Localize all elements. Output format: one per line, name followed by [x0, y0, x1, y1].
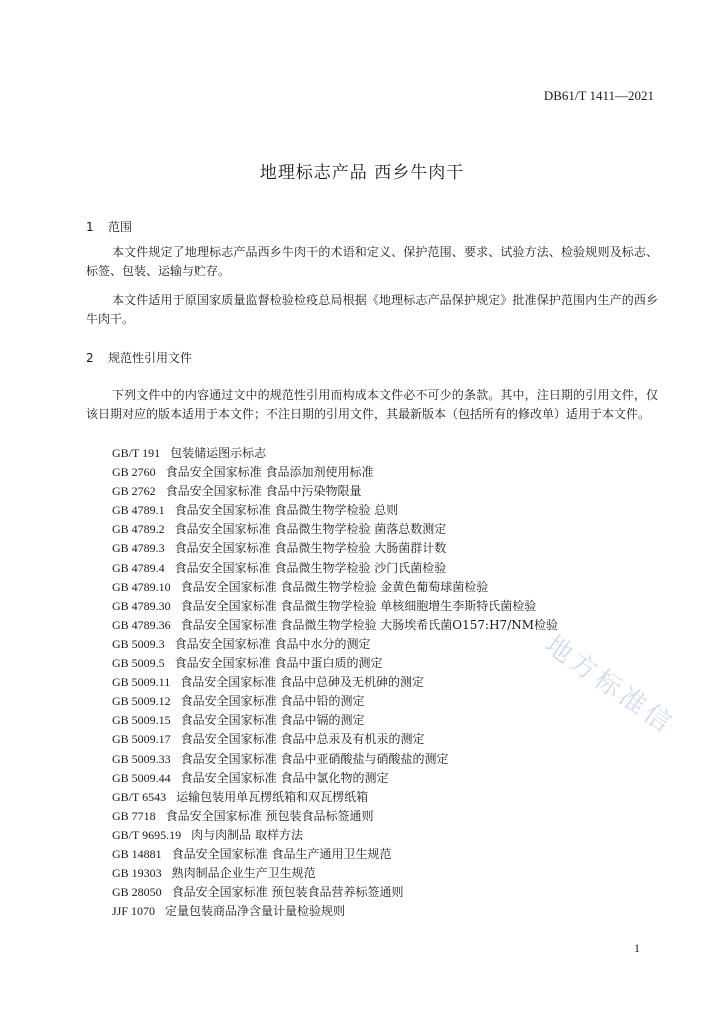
reference-item — [112, 750, 558, 769]
reference-title: 食品安全国家标准 食品微生物学检验 总则 — [174, 503, 399, 518]
reference-item — [112, 673, 558, 692]
reference-item — [112, 883, 558, 902]
reference-code: GB 2762 — [112, 484, 156, 499]
reference-item — [112, 501, 558, 520]
reference-title: 熟肉制品企业生产卫生规范 — [171, 866, 316, 881]
reference-item — [112, 730, 558, 749]
reference-item — [112, 902, 558, 921]
reference-title: 食品安全国家标准 预包装食品标签通则 — [165, 808, 374, 823]
reference-code: GB 28050 — [112, 885, 162, 900]
reference-code: GB 5009.33 — [112, 751, 171, 766]
reference-item — [112, 597, 558, 616]
reference-title: 食品安全国家标准 食品中水分的测定 — [174, 636, 371, 651]
reference-code: JJF 1070 — [112, 904, 156, 919]
section-number: 2 — [86, 351, 94, 365]
reference-code: GB 4789.2 — [112, 522, 165, 537]
reference-item — [112, 578, 558, 597]
reference-item — [112, 616, 558, 635]
reference-title: 食品安全国家标准 食品微生物学检验 单核细胞增生李斯特氏菌检验 — [180, 598, 537, 613]
reference-item — [112, 463, 558, 482]
reference-item — [112, 807, 558, 826]
reference-title: 食品安全国家标准 食品中镉的测定 — [180, 713, 365, 728]
reference-title: 食品安全国家标准 食品中污染物限量 — [165, 484, 362, 499]
reference-title: 包装储运图示标志 — [170, 446, 267, 460]
reference-item — [112, 444, 558, 463]
reference-title: 食品安全国家标准 食品生产通用卫生规范 — [171, 846, 392, 861]
reference-code: GB 2760 — [112, 465, 156, 480]
reference-title: 食品安全国家标准 食品微生物学检验 大肠埃希氏菌O157:H7/NM检验 — [180, 617, 559, 632]
reference-title: 食品安全国家标准 食品中总汞及有机汞的测定 — [180, 732, 425, 747]
reference-item — [112, 559, 558, 578]
reference-code: GB/T 191 — [112, 446, 161, 460]
reference-list — [112, 444, 558, 921]
reference-code: GB 5009.44 — [112, 770, 171, 785]
reference-code: GB 5009.12 — [112, 694, 171, 709]
reference-code: GB/T 6543 — [112, 789, 167, 804]
reference-code: GB 4789.3 — [112, 541, 165, 556]
reference-item — [112, 826, 558, 845]
document-code: DB61/T 1411—2021 — [543, 88, 654, 103]
reference-code: GB 7718 — [112, 808, 156, 823]
reference-code: GB 5009.3 — [112, 636, 165, 651]
section-heading-normative-references — [86, 349, 192, 366]
reference-title: 食品安全国家标准 食品中总砷及无机砷的测定 — [180, 675, 425, 690]
reference-code: GB 4789.36 — [112, 617, 171, 632]
reference-code: GB 5009.11 — [112, 675, 171, 690]
reference-code: GB 5009.5 — [112, 656, 165, 671]
reference-code: GB 4789.30 — [112, 598, 171, 613]
reference-title: 食品安全国家标准 食品中亚硝酸盐与硝酸盐的测定 — [180, 751, 449, 766]
section-heading-scope — [86, 218, 132, 235]
reference-title: 运输包装用单瓦楞纸箱和双瓦楞纸箱 — [176, 789, 369, 804]
reference-title: 定量包装商品净含量计量检验规则 — [165, 904, 346, 919]
reference-title: 食品安全国家标准 食品微生物学检验 菌落总数测定 — [174, 522, 447, 537]
reference-item — [112, 711, 558, 730]
references-intro-paragraph: 下列文件中的内容通过文中的规范性引用而构成本文件必不可少的条款。其中，注日期的引用文件，仅该日期对应的版本适用于本文件；不注日期的引用文件，其最新版本（包括所有的修改单）适用于本文件。 — [86, 388, 658, 421]
reference-item — [112, 769, 558, 788]
reference-title: 食品安全国家标准 食品添加剂使用标准 — [165, 465, 374, 480]
reference-item — [112, 692, 558, 711]
watermark: 地方标准信 — [539, 629, 680, 741]
reference-code: GB/T 9695.19 — [112, 827, 182, 842]
reference-title: 食品安全国家标准 预包装食品营养标签通则 — [171, 885, 404, 900]
reference-code: GB 5009.17 — [112, 732, 171, 747]
reference-code: GB 4789.4 — [112, 560, 165, 575]
reference-title: 肉与肉制品 取样方法 — [191, 827, 303, 842]
section-title: 规范性引用文件 — [108, 351, 193, 365]
reference-code: GB 5009.15 — [112, 713, 171, 728]
reference-item — [112, 539, 558, 558]
page-number: 1 — [634, 941, 640, 955]
reference-item — [112, 864, 558, 883]
reference-code: GB 4789.1 — [112, 503, 165, 518]
reference-code: GB 14881 — [112, 846, 162, 861]
reference-title: 食品安全国家标准 食品微生物学检验 金黄色葡萄球菌检验 — [180, 579, 489, 594]
reference-code: GB 19303 — [112, 866, 162, 881]
reference-item — [112, 654, 558, 673]
section-number: 1 — [86, 220, 94, 234]
scope-paragraph-1: 本文件规定了地理标志产品西乡牛肉干的术语和定义、保护范围、要求、试验方法、检验规则及标志、标签、包装、运输与贮存。 — [86, 245, 658, 278]
reference-title: 食品安全国家标准 食品中氯化物的测定 — [180, 770, 389, 785]
reference-item — [112, 635, 558, 654]
reference-title: 食品安全国家标准 食品中铅的测定 — [180, 694, 365, 709]
reference-title: 食品安全国家标准 食品微生物学检验 沙门氏菌检验 — [174, 560, 447, 575]
document-title: 地理标志产品 西乡牛肉干 — [259, 163, 465, 183]
reference-item — [112, 482, 558, 501]
reference-item — [112, 788, 558, 807]
reference-code: GB 4789.10 — [112, 579, 171, 594]
reference-title: 食品安全国家标准 食品微生物学检验 大肠菌群计数 — [174, 541, 447, 556]
reference-title: 食品安全国家标准 食品中蛋白质的测定 — [174, 656, 383, 671]
section-title: 范围 — [108, 220, 133, 234]
reference-item — [112, 845, 558, 864]
scope-paragraph-2: 本文件适用于原国家质量监督检验检疫总局根据《地理标志产品保护规定》批准保护范围内生产的西乡牛肉干。 — [86, 293, 658, 326]
reference-item — [112, 520, 558, 539]
